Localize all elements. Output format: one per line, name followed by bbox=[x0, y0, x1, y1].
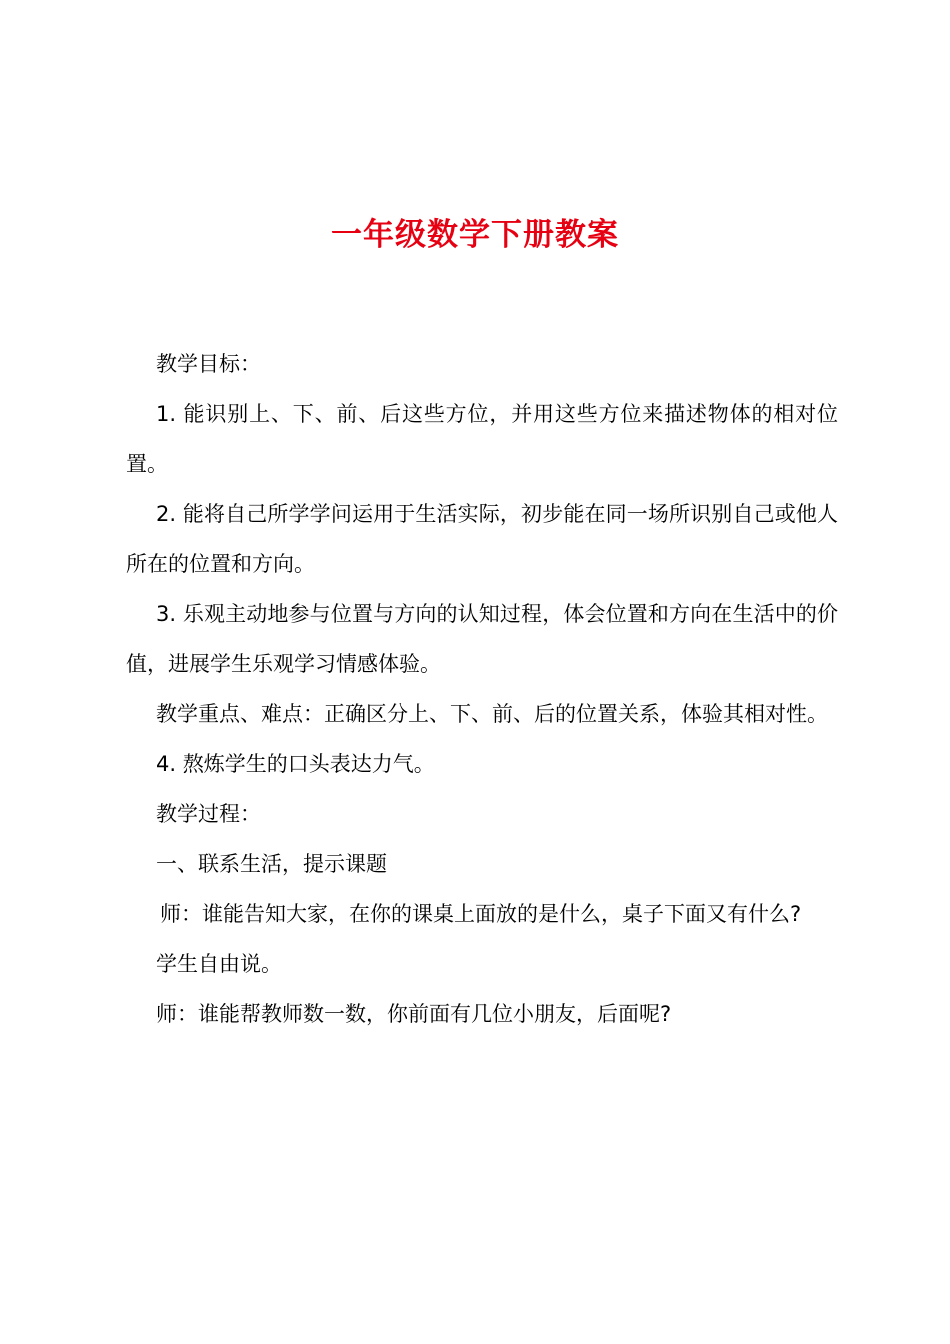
document-title: 一年级数学下册教案 bbox=[331, 217, 619, 253]
paragraph-key-points: 教学重点、难点：正确区分上、下、前、后的位置关系，体验其相对性。 bbox=[156, 702, 828, 726]
paragraph-teaching-goals-heading: 教学目标： bbox=[156, 352, 261, 376]
paragraph-process-heading: 教学过程： bbox=[156, 802, 261, 826]
paragraph-students-respond: 学生自由说。 bbox=[156, 952, 282, 976]
paragraph-teacher-question-2: 师：谁能帮教师数一数，你前面有几位小朋友，后面呢? bbox=[156, 1002, 672, 1026]
paragraph-teacher-question-1: 师：谁能告知大家，在你的课桌上面放的是什么，桌子下面又有什么? bbox=[160, 902, 802, 926]
paragraph-goal-2: 2. 能将自己所学学问运用于生活实际，初步能在同一场所识别自己或他人所在的位置和方向。 bbox=[126, 502, 838, 576]
paragraph-goal-3: 3. 乐观主动地参与位置与方向的认知过程，体会位置和方向在生活中的价值，进展学生乐观学习情感体验。 bbox=[126, 602, 838, 676]
paragraph-goal-4: 4. 熬炼学生的口头表达力气。 bbox=[156, 752, 435, 776]
paragraph-goal-1: 1. 能识别上、下、前、后这些方位，并用这些方位来描述物体的相对位置。 bbox=[126, 402, 838, 476]
document-body bbox=[126, 339, 838, 1039]
paragraph-section-1-heading: 一、联系生活，提示课题 bbox=[156, 852, 387, 876]
